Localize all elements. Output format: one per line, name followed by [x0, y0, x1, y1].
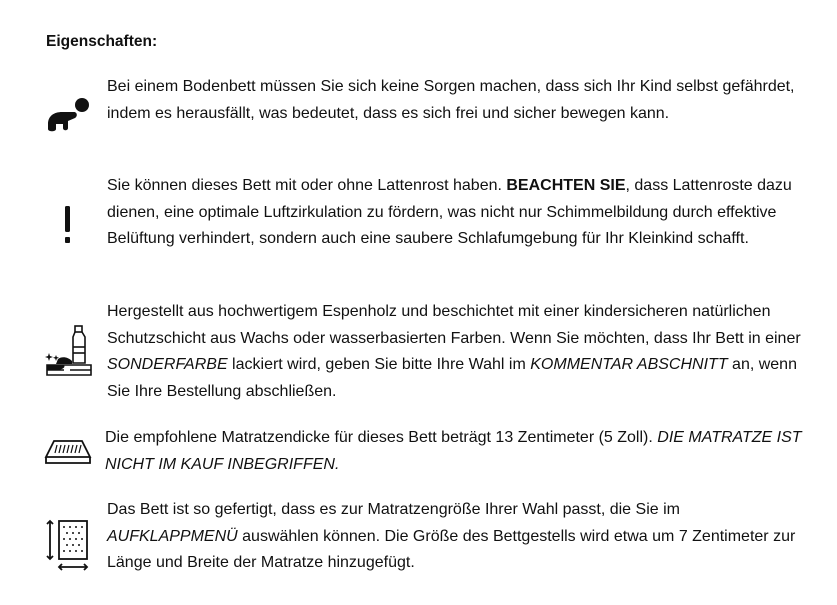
- exclamation-icon: [44, 203, 92, 251]
- dimensions-icon: [44, 517, 92, 565]
- emphasis-text: BEACHTEN SIE: [506, 177, 626, 194]
- italic-text: DIE MATRATZE IST NICHT IM KAUF INBEGRIFFEN.: [105, 429, 802, 473]
- feature-text: Die empfohlene Matratzendicke für dieses Bett beträgt 13 Zentimeter (5 Zoll). DIE MATRATZE IST NICHT IM KAUF INBEGRIFFEN.: [105, 429, 802, 473]
- italic-text: AUFKLAPPMENÜ: [107, 527, 238, 545]
- section-heading: Eigenschaften:: [46, 33, 158, 50]
- paint-bottle-wood-icon: [44, 323, 92, 371]
- mattress-icon: [44, 435, 92, 483]
- italic-text: KOMMENTAR ABSCHNITT: [530, 356, 728, 373]
- feature-text: Hergestellt aus hochwertigem Espenholz und beschichtet mit einer kindersicheren natürlichen Schutzschicht aus Wachs oder wasserbasierten Farben. Wenn Sie möchten, dass Ihr Bett in einer SONDERFARBE lackiert wird, geben Sie bitte Ihre Wahl im KOMMENTAR ABSCHNITT an, wenn Sie Ihre Bestellung abschließen.: [107, 303, 801, 400]
- feature-text: Sie können dieses Bett mit oder ohne Lattenrost haben. BEACHTEN SIE, dass Lattenroste dazu dienen, eine optimale Luftzirkulation zu fördern, was nicht nur Schimmelbildung durch effektive Belüftung verhindert, sondern auch eine saubere Schlafumgebung für Ihr Kleinkind schafft.: [107, 177, 792, 247]
- feature-text: Bei einem Bodenbett müssen Sie sich keine Sorgen machen, dass sich Ihr Kind selbst gefährdet, indem es herausfällt, was bedeutet, dass es sich frei und sicher bewegen kann.: [107, 78, 795, 122]
- italic-text: SONDERFARBE: [107, 356, 228, 373]
- feature-text: Das Bett ist so gefertigt, dass es zur Matratzengröße Ihrer Wahl passt, die Sie im AUFKLAPPMENÜ auswählen können. Die Größe des Bettgestells wird etwa um 7 Zentimeter zur Länge und Breite der Matratze hinzugefügt.: [107, 501, 796, 571]
- crawling-baby-icon: [44, 94, 92, 142]
